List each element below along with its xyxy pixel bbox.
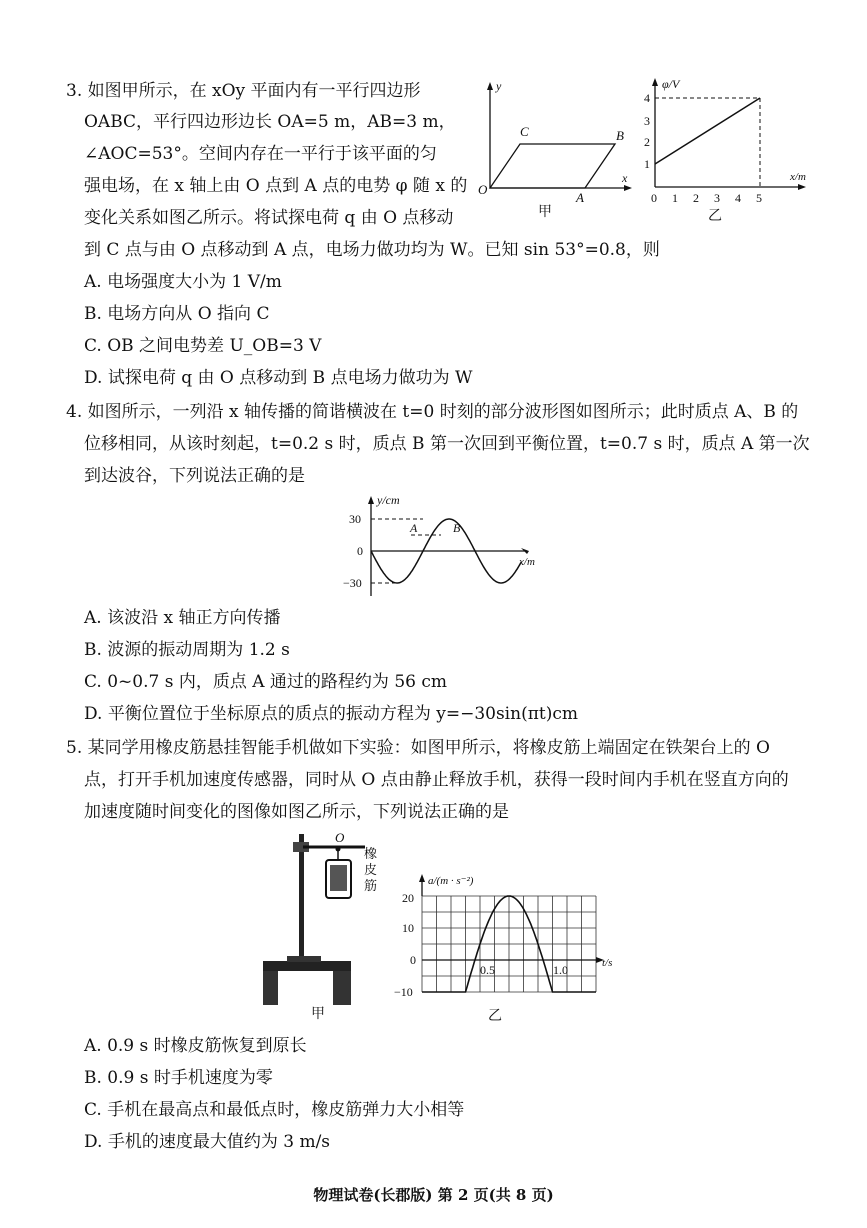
q4-fig-tick-0: 0: [357, 544, 363, 558]
q5-yi-ytick-0: 0: [410, 953, 416, 967]
q5-option-d: D. 手机的速度最大值约为 3 m/s: [84, 1132, 331, 1152]
q5-option-b: B. 0.9 s 时手机速度为零: [84, 1068, 273, 1088]
q5-jia-caption: 甲: [311, 1007, 325, 1022]
q5-option-a: A. 0.9 s 时橡皮筋恢复到原长: [84, 1036, 307, 1056]
q3-line-4: 强电场，在 x 轴上由 O 点到 A 点的电势 φ 随 x 的: [84, 176, 468, 196]
q5-jia-label-3: 筋: [364, 878, 378, 893]
q3-figure-yi: [640, 70, 820, 230]
q3-option-d: D. 试探电荷 q 由 O 点移动到 B 点电场力做功为 W: [84, 368, 473, 388]
q3-option-b: B. 电场方向从 O 指向 C: [84, 304, 270, 324]
q5-accel-graph: [390, 868, 630, 1028]
q4-wave-figure: [335, 492, 555, 602]
q3-jia-caption: 甲: [538, 205, 552, 220]
q4-line-3: 到达波谷，下列说法正确的是: [84, 466, 305, 486]
q4-option-a: A. 该波沿 x 轴正方向传播: [84, 608, 281, 628]
q5-jia-label-1: 橡: [364, 846, 378, 861]
q3-line-6: 到 C 点与由 O 点移动到 A 点，电场力做功均为 W。已知 sin 53°=0.8，则: [84, 240, 660, 260]
q5-line-2: 点，打开手机加速度传感器，同时从 O 点由静止释放手机，获得一段时间内手机在竖直方向的: [84, 770, 789, 790]
q3-yi-ytick-4: 4: [644, 91, 650, 105]
q4-option-b: B. 波源的振动周期为 1.2 s: [84, 640, 290, 660]
q5-yi-xtick-05: 0.5: [480, 963, 495, 977]
q4-fig-tick-30: 30: [349, 512, 361, 526]
q3-yi-ytick-1: 1: [644, 157, 650, 171]
q5-jia-O-label: O: [335, 830, 345, 845]
q3-line-3: ∠AOC=53°。空间内存在一平行于该平面的匀: [84, 144, 437, 164]
q3-yi-xtick-1: 1: [672, 191, 678, 205]
q3-line-1: 3. 如图甲所示，在 xOy 平面内有一平行四边形: [66, 81, 421, 101]
q5-yi-ytick-m10: −10: [394, 985, 413, 999]
q3-yi-ylabel: φ/V: [662, 77, 680, 91]
q4-option-c: C. 0~0.7 s 内，质点 A 通过的路程约为 56 cm: [84, 672, 448, 692]
q5-yi-ytick-20: 20: [402, 891, 414, 905]
q4-fig-point-A: A: [410, 521, 418, 535]
page-footer: 物理试卷(长郡版) 第 2 页(共 8 页): [313, 1186, 554, 1204]
q3-line-2: OABC，平行四边形边长 OA=5 m，AB=3 m，: [84, 112, 456, 132]
q4-fig-ylabel: y/cm: [377, 493, 400, 507]
q5-stand-figure: [255, 828, 385, 1023]
q5-jia-label-2: 皮: [364, 862, 378, 877]
q3-jia-A-label: A: [576, 190, 584, 205]
q3-yi-xtick-2: 2: [693, 191, 699, 205]
q5-option-c: C. 手机在最高点和最低点时，橡皮筋弹力大小相等: [84, 1100, 465, 1120]
q4-fig-xlabel: x/m: [519, 556, 535, 568]
q5-line-3: 加速度随时间变化的图像如图乙所示，下列说法正确的是: [84, 802, 509, 822]
q5-yi-ylabel: a/(m · s⁻²): [428, 875, 474, 887]
q3-option-c: C. OB 之间电势差 U_OB=3 V: [84, 336, 322, 356]
q3-jia-O-label: O: [478, 182, 488, 197]
q4-fig-point-B: B: [453, 521, 461, 535]
q3-yi-xtick-5: 5: [756, 191, 762, 205]
q5-yi-caption: 乙: [488, 1009, 502, 1024]
q3-figure-jia: [470, 76, 640, 226]
q3-yi-ytick-2: 2: [644, 135, 650, 149]
q5-line-1: 5. 某同学用橡皮筋悬挂智能手机做如下实验：如图甲所示，将橡皮筋上端固定在铁架台上的 O: [66, 738, 770, 758]
q3-yi-ytick-3: 3: [644, 114, 650, 128]
q4-fig-tick-m30: −30: [343, 576, 362, 590]
q3-yi-caption: 乙: [708, 209, 722, 224]
q3-option-a: A. 电场强度大小为 1 V/m: [84, 272, 282, 292]
q3-jia-x-label: x: [622, 171, 628, 185]
q3-jia-C-label: C: [520, 124, 529, 139]
q5-yi-ytick-10: 10: [402, 921, 414, 935]
q4-line-2: 位移相同，从该时刻起，t=0.2 s 时，质点 B 第一次回到平衡位置，t=0.7 s 时，质点 A 第一次: [84, 434, 810, 454]
q3-yi-xtick-0: 0: [651, 191, 657, 205]
q3-line-5: 变化关系如图乙所示。将试探电荷 q 由 O 点移动: [84, 208, 454, 228]
q5-yi-xlabel: t/s: [602, 957, 613, 969]
q4-line-1: 4. 如图所示，一列沿 x 轴传播的简谐横波在 t=0 时刻的部分波形图如图所示；此时质点 A、B 的: [66, 402, 799, 422]
q3-jia-B-label: B: [616, 128, 624, 143]
q4-option-d: D. 平衡位置位于坐标原点的质点的振动方程为 y=−30sin(πt)cm: [84, 704, 578, 724]
q3-yi-xtick-3: 3: [714, 191, 720, 205]
q3-jia-y-label: y: [496, 79, 502, 93]
q5-yi-xtick-10: 1.0: [553, 963, 568, 977]
q3-yi-xtick-4: 4: [735, 191, 741, 205]
q3-yi-xlabel: x/m: [790, 171, 806, 183]
